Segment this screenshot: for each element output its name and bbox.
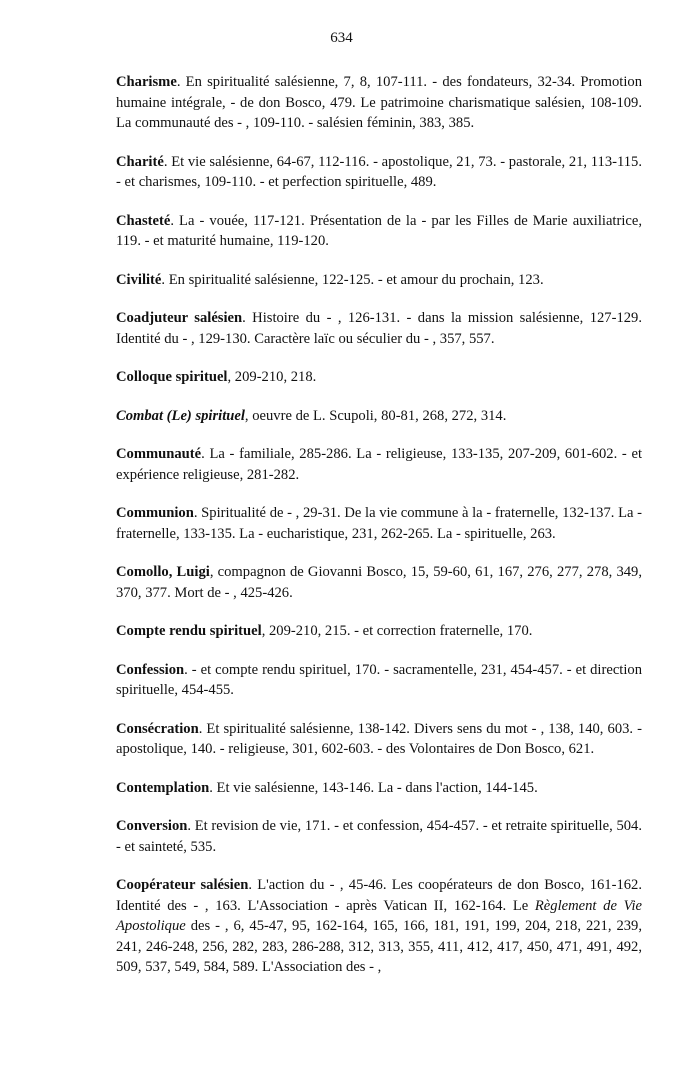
index-entry xyxy=(116,308,642,349)
entry-text: . Spiritualité de - , 29-31. De la vie commune à la - fraternelle, 132-137. La - fraternelle, 133-135. La - eucharistique, 231, 262-265. La - spirituelle, 263. xyxy=(116,505,642,542)
index-entries xyxy=(116,72,642,996)
index-entry xyxy=(116,444,642,485)
entry-term: Charité xyxy=(116,153,164,170)
entry-text: . Et vie salésienne, 64-67, 112-116. - apostolique, 21, 73. - pastorale, 21, 113-115. - et charismes, 109-110. - et perfection spirituelle, 489. xyxy=(116,153,642,190)
index-entry xyxy=(116,621,642,642)
entry-text: , 209-210, 218. xyxy=(227,369,317,385)
entry-text: des - , 6, 45-47, 95, 162-164, 165, 166, 181, 191, 199, 204, 218, 221, 239, 241, 246-248, 256, 282, 283, 286-288, 312, 313, 355, 411, 412, 417, 450, 471, 491, 492, 509, 537, 549, 584, 589. L'Association des - , xyxy=(116,918,642,975)
entry-term: Communauté xyxy=(116,446,202,462)
index-entry xyxy=(116,778,642,799)
index-entry xyxy=(116,152,642,193)
index-entry xyxy=(116,270,642,291)
entry-text: . Et vie salésienne, 143-146. La - dans l'action, 144-145. xyxy=(209,779,538,796)
index-entry xyxy=(116,72,642,134)
entry-term: Compte rendu spirituel xyxy=(116,623,262,639)
index-entry xyxy=(116,875,642,978)
entry-term: Consécration xyxy=(116,720,199,737)
entry-term: Coopérateur salésien xyxy=(116,877,249,893)
entry-text: . En spiritualité salésienne, 122-125. - et amour du prochain, 123. xyxy=(161,271,544,288)
entry-text: . En spiritualité salésienne, 7, 8, 107-111. - des fondateurs, 32-34. Promotion humaine intégrale, - de don Bosco, 479. Le patrimoine charismatique salésien, 108-109. La communauté des - , 109-110. - salésien féminin, 383, 385. xyxy=(116,74,642,131)
entry-text: , 209-210, 215. - et correction fraternelle, 170. xyxy=(261,623,533,639)
entry-text: , compagnon de Giovanni Bosco, 15, 59-60, 61, 167, 276, 277, 278, 349, 370, 377. Mort de - , 425-426. xyxy=(116,564,643,601)
entry-text: , oeuvre de L. Scupoli, 80-81, 268, 272, 314. xyxy=(244,407,507,424)
index-entry xyxy=(116,406,642,427)
index-entry xyxy=(116,211,642,252)
entry-text: . L'action du - , 45-46. Les coopérateurs de don Bosco, 161-162. Identité des - , 163. L'Association - après Vatican II, 162-164. Le xyxy=(116,877,642,914)
index-entry xyxy=(116,367,642,388)
entry-term: Civilité xyxy=(116,271,162,288)
index-entry xyxy=(116,660,642,701)
entry-term: Coadjuteur salésien xyxy=(116,310,243,326)
index-entry xyxy=(116,503,642,544)
entry-term: Contemplation xyxy=(116,779,210,796)
entry-term: Conversion xyxy=(116,818,188,834)
entry-text: . Histoire du - , 126-131. - dans la mission salésienne, 127-129. Identité du - , 129-130. Caractère laïc ou séculier du - , 357, 557. xyxy=(116,310,642,347)
entry-text: . Et spiritualité salésienne, 138-142. Divers sens du mot - , 138, 140, 603. - apostolique, 140. - religieuse, 301, 602-603. - des Volontaires de Don Bosco, 621. xyxy=(116,720,642,757)
book-title: Règlement de Vie Apostolique xyxy=(116,897,642,934)
entry-text: . - et compte rendu spirituel, 170. - sacramentelle, 231, 454-457. - et direction spirituelle, 454-455. xyxy=(116,661,642,698)
entry-term: Confession xyxy=(116,661,185,678)
entry-term: Comollo, Luigi xyxy=(116,564,210,580)
index-entry xyxy=(116,562,642,603)
index-entry xyxy=(116,816,642,857)
entry-term: Charisme xyxy=(116,74,177,90)
entry-term: Colloque spirituel xyxy=(116,369,228,385)
entry-term: Communion xyxy=(116,505,194,521)
index-entry xyxy=(116,719,642,760)
entry-text: . La - vouée, 117-121. Présentation de la - par les Filles de Marie auxiliatrice, 119. - et maturité humaine, 119-120. xyxy=(116,212,642,249)
page-number: 634 xyxy=(330,30,353,46)
entry-term: Chasteté xyxy=(116,212,171,229)
entry-text: . Et revision de vie, 171. - et confession, 454-457. - et retraite spirituelle, 504. - et sainteté, 535. xyxy=(116,818,642,855)
entry-term: Combat (Le) spirituel xyxy=(116,407,245,424)
entry-text: . La - familiale, 285-286. La - religieuse, 133-135, 207-209, 601-602. - et expérience religieuse, 281-282. xyxy=(116,446,642,483)
